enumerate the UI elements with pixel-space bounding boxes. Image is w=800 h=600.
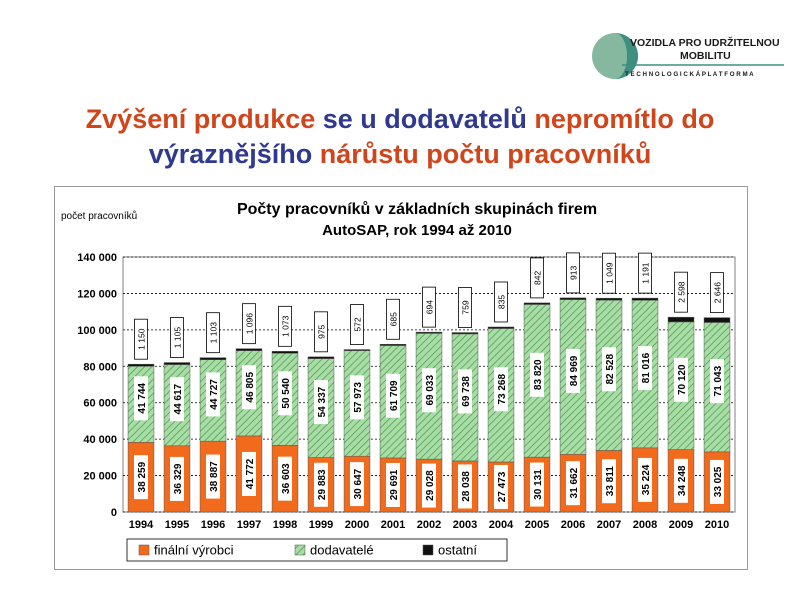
- data-label-finalni: 41 772: [245, 458, 256, 490]
- bar-segment-ostatni: [272, 351, 298, 353]
- y-tick-label: 0: [110, 507, 117, 519]
- data-label-finalni: 27 473: [497, 471, 508, 503]
- data-label-finalni: 38 887: [209, 461, 220, 492]
- data-label-ostatni: 1 103: [208, 322, 219, 344]
- data-label-finalni: 30 131: [533, 469, 544, 500]
- title-segment: výraznějšího: [148, 139, 320, 169]
- data-label-dodavatele: 81 016: [641, 352, 652, 384]
- data-label-ostatni: 2 598: [676, 281, 687, 303]
- x-tick-label: 2001: [380, 519, 406, 531]
- x-tick-label: 2010: [704, 519, 730, 531]
- y-tick-label: 120 000: [77, 288, 117, 301]
- legend-label: ostatní: [438, 542, 478, 558]
- data-label-ostatni: 1 096: [244, 313, 255, 335]
- x-tick-label: 2004: [488, 519, 514, 531]
- data-label-dodavatele: 84 969: [569, 355, 580, 387]
- title-segment: se u: [322, 104, 385, 134]
- data-label-ostatni: 694: [424, 300, 435, 315]
- data-label-finalni: 34 248: [677, 465, 688, 497]
- data-label-dodavatele: 54 337: [317, 386, 328, 418]
- title-line-1: [0, 102, 800, 137]
- data-label-finalni: 31 662: [569, 467, 580, 499]
- data-label-dodavatele: 73 268: [497, 373, 508, 405]
- x-tick-label: 1998: [272, 519, 298, 531]
- data-label-dodavatele: 71 043: [713, 365, 724, 397]
- data-label-dodavatele: 44 617: [173, 383, 184, 415]
- y-tick-label: 140 000: [77, 252, 117, 264]
- x-tick-label: 1999: [308, 519, 334, 531]
- legend-label: finální výrobci: [154, 542, 234, 558]
- bar-segment-ostatni: [452, 333, 478, 334]
- data-label-finalni: 30 647: [353, 468, 364, 500]
- data-label-ostatni: 2 646: [712, 281, 723, 304]
- data-label-dodavatele: 50 540: [281, 378, 292, 409]
- logo-line1: VOZIDLA PRO UDRŽITELNOU: [630, 37, 780, 49]
- data-label-dodavatele: 46 805: [245, 371, 256, 403]
- legend-label: dodavatelé: [310, 542, 374, 558]
- logo-mark: [588, 28, 788, 88]
- x-tick-label: 1994: [128, 519, 154, 531]
- data-label-finalni: 38 259: [137, 461, 148, 493]
- data-label-ostatni: 759: [460, 300, 471, 315]
- bar-segment-ostatni: [128, 364, 154, 366]
- bar-segment-ostatni: [488, 327, 514, 329]
- bar-segment-ostatni: [632, 298, 658, 300]
- logo: [588, 28, 788, 88]
- data-label-ostatni: 1 191: [640, 262, 651, 284]
- data-label-finalni: 35 224: [641, 464, 652, 496]
- bar-segment-ostatni: [308, 357, 334, 359]
- data-label-finalni: 28 038: [461, 471, 472, 502]
- data-label-ostatni: 1 049: [604, 262, 615, 284]
- data-label-dodavatele: 69 738: [461, 376, 472, 407]
- y-tick-label: 100 000: [77, 324, 117, 337]
- legend: [127, 539, 507, 561]
- bar-segment-ostatni: [344, 350, 370, 351]
- bar-segment-ostatni: [596, 298, 622, 300]
- x-tick-label: 2000: [344, 519, 370, 531]
- data-label-ostatni: 842: [532, 270, 543, 286]
- title-segment: dodavatelů: [384, 104, 535, 134]
- data-label-finalni: 29 691: [389, 469, 400, 501]
- x-tick-label: 2003: [452, 519, 478, 531]
- chart-title: Počty pracovníků v základních skupinách firem: [236, 201, 598, 218]
- title-segment: nepromítlo do: [534, 104, 715, 134]
- data-label-dodavatele: 69 033: [425, 374, 436, 406]
- data-label-ostatni: 1 150: [136, 328, 147, 350]
- data-label-dodavatele: 83 820: [533, 359, 544, 391]
- y-tick-label: 80 000: [83, 361, 117, 374]
- bar-segment-ostatni: [416, 332, 442, 333]
- data-label-finalni: 29 028: [425, 470, 436, 501]
- y-tick-label: 40 000: [83, 434, 117, 447]
- y-axis-label: počet pracovníků: [61, 211, 138, 222]
- legend-swatch: [295, 545, 305, 555]
- y-tick-label: 20 000: [83, 470, 117, 483]
- chart-subtitle: AutoSAP, rok 1994 až 2010: [322, 222, 512, 239]
- x-tick-label: 1995: [164, 519, 190, 531]
- title-segment: Zvýšení produkce: [85, 104, 323, 134]
- x-tick-label: 1997: [236, 519, 262, 531]
- data-label-finalni: 33 811: [605, 466, 616, 497]
- data-label-finalni: 36 329: [173, 463, 184, 495]
- legend-swatch: [423, 545, 433, 555]
- data-label-ostatni: 913: [568, 265, 579, 280]
- legend-swatch: [139, 545, 149, 555]
- data-label-dodavatele: 70 120: [677, 364, 688, 396]
- bar-segment-ostatni: [560, 298, 586, 300]
- data-label-ostatni: 572: [352, 317, 363, 332]
- data-label-finalni: 29 883: [317, 469, 328, 501]
- x-tick-label: 1996: [200, 519, 226, 531]
- bar-segment-ostatni: [668, 317, 694, 322]
- bar-segment-ostatni: [380, 344, 406, 345]
- data-label-dodavatele: 57 973: [353, 382, 364, 413]
- title-line-2: [0, 137, 800, 172]
- chart-svg: [55, 187, 747, 569]
- data-label-finalni: 33 025: [713, 466, 724, 498]
- data-label-ostatni: 975: [316, 324, 327, 339]
- chart-frame: [54, 186, 748, 570]
- data-label-dodavatele: 44 727: [209, 379, 220, 410]
- data-label-dodavatele: 82 528: [605, 353, 616, 385]
- bar-segment-ostatni: [164, 363, 190, 365]
- x-tick-label: 2007: [596, 519, 622, 531]
- x-tick-label: 2008: [632, 519, 658, 531]
- data-label-dodavatele: 61 709: [389, 380, 400, 412]
- bar-segment-ostatni: [200, 358, 226, 360]
- x-tick-label: 2006: [560, 519, 586, 531]
- y-tick-label: 60 000: [83, 397, 117, 410]
- x-tick-label: 2002: [416, 519, 442, 531]
- bar-segment-ostatni: [704, 318, 730, 323]
- data-label-ostatni: 1 105: [172, 326, 183, 349]
- x-tick-label: 2005: [524, 519, 550, 531]
- data-label-dodavatele: 41 744: [137, 383, 148, 414]
- logo-line2: MOBILITU: [680, 50, 731, 62]
- bar-segment-ostatni: [524, 303, 550, 305]
- page-title: [0, 102, 800, 172]
- data-label-finalni: 36 603: [281, 463, 292, 494]
- data-label-ostatni: 685: [388, 312, 399, 327]
- bar-segment-ostatni: [236, 349, 262, 351]
- logo-line3: T E C H N O L O G I C K Á P L A T F O R M A: [625, 71, 754, 78]
- data-label-ostatni: 835: [496, 294, 507, 310]
- data-label-ostatni: 1 073: [280, 315, 291, 337]
- x-tick-label: 2009: [668, 519, 694, 531]
- title-segment: nárůstu počtu pracovníků: [319, 139, 652, 169]
